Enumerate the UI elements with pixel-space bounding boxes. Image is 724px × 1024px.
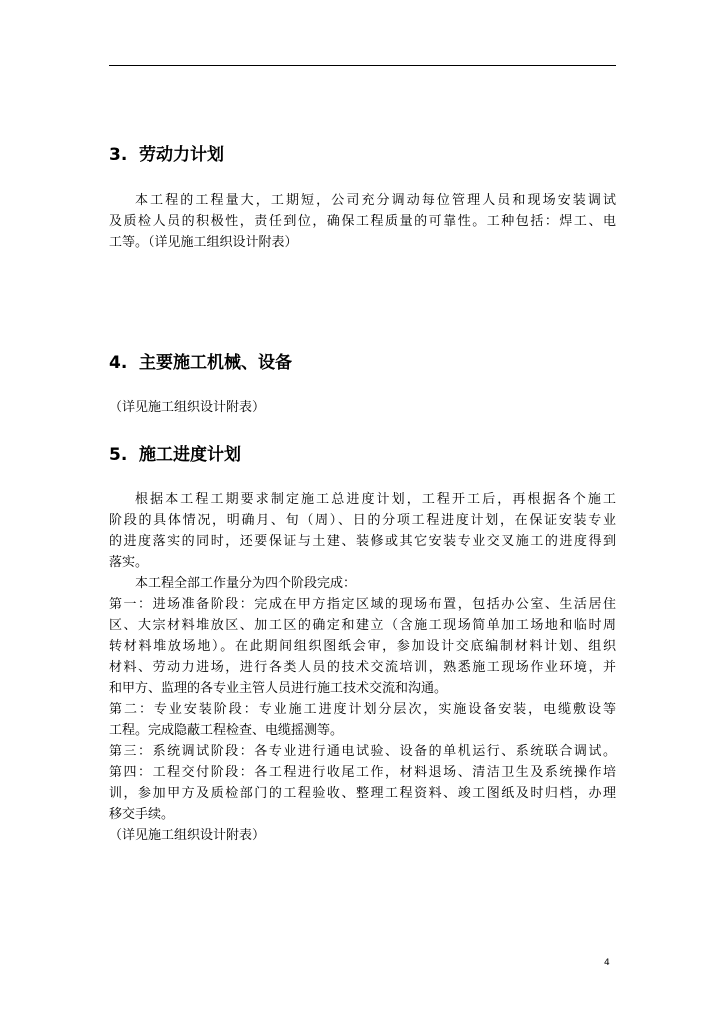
header-rule	[109, 65, 616, 66]
paragraph-line: 移交手续。	[109, 807, 175, 822]
paragraph-line: 和甲方、监理的各专业主管人员进行施工技术交流和沟通。	[109, 681, 448, 696]
section-title: 施工进度计划	[139, 445, 241, 465]
paragraph-line: 第三：系统调试阶段：各专业进行通电试验、设备的单机运行、系统联合调试。	[109, 744, 616, 759]
paragraph-line: 的进度落实的同时，还要保证与土建、装修或其它安装专业交叉施工的进度得到	[109, 534, 616, 549]
machinery-paragraph	[109, 397, 616, 418]
labor-plan-paragraph	[109, 190, 616, 253]
section-heading-labor-plan	[109, 144, 224, 166]
section-number: 3.	[109, 145, 128, 165]
paragraph-line: 阶段的具体情况，明确月、旬（周）、日的分项工程进度计划，在保证安装专业	[109, 513, 616, 528]
paragraph-line: 第四：工程交付阶段：各工程进行收尾工作，材料退场、清洁卫生及系统操作培	[109, 765, 616, 780]
schedule-paragraph	[109, 489, 616, 846]
section-heading-machinery	[109, 352, 292, 374]
paragraph-line: 本工程全部工作量分为四个阶段完成：	[135, 576, 357, 591]
paragraph-line: 工程。完成隐蔽工程检查、电缆摇测等。	[109, 723, 344, 738]
paragraph-line: 转材料堆放场地）。在此期间组织图纸会审，参加设计交底编制材料计划、组织	[109, 639, 616, 654]
section-title: 劳动力计划	[139, 145, 224, 165]
paragraph-line: 根据本工程工期要求制定施工总进度计划，工程开工后，再根据各个施工	[135, 492, 616, 507]
paragraph-line: （详见施工组织设计附表）	[109, 400, 266, 415]
paragraph-line: 材料、劳动力进场，进行各类人员的技术交流培训，熟悉施工现场作业环境，并	[109, 660, 616, 675]
paragraph-line: 第一：进场准备阶段：完成在甲方指定区域的现场布置，包括办公室、生活居住	[109, 597, 616, 612]
section-number: 5.	[109, 445, 128, 465]
page-number: 4	[604, 958, 610, 968]
section-title: 主要施工机械、设备	[139, 353, 292, 373]
paragraph-line: 本工程的工程量大，工期短，公司充分调动每位管理人员和现场安装调试	[135, 193, 616, 208]
paragraph-line: 区、大宗材料堆放区、加工区的确定和建立（含施工现场简单加工场地和临时周	[109, 618, 616, 633]
paragraph-line: 第二：专业安装阶段：专业施工进度计划分层次，实施设备安装，电缆敷设等	[109, 702, 616, 717]
paragraph-line: 工等。（详见施工组织设计附表）	[109, 235, 298, 250]
paragraph-line: 落实。	[109, 555, 149, 570]
section-heading-schedule	[109, 444, 241, 466]
paragraph-line: （详见施工组织设计附表）	[109, 828, 266, 843]
paragraph-line: 及质检人员的积极性，责任到位，确保工程质量的可靠性。工种包括：焊工、电	[109, 214, 616, 229]
section-number: 4.	[109, 353, 128, 373]
paragraph-line: 训，参加甲方及质检部门的工程验收、整理工程资料、竣工图纸及时归档，办理	[109, 786, 616, 801]
